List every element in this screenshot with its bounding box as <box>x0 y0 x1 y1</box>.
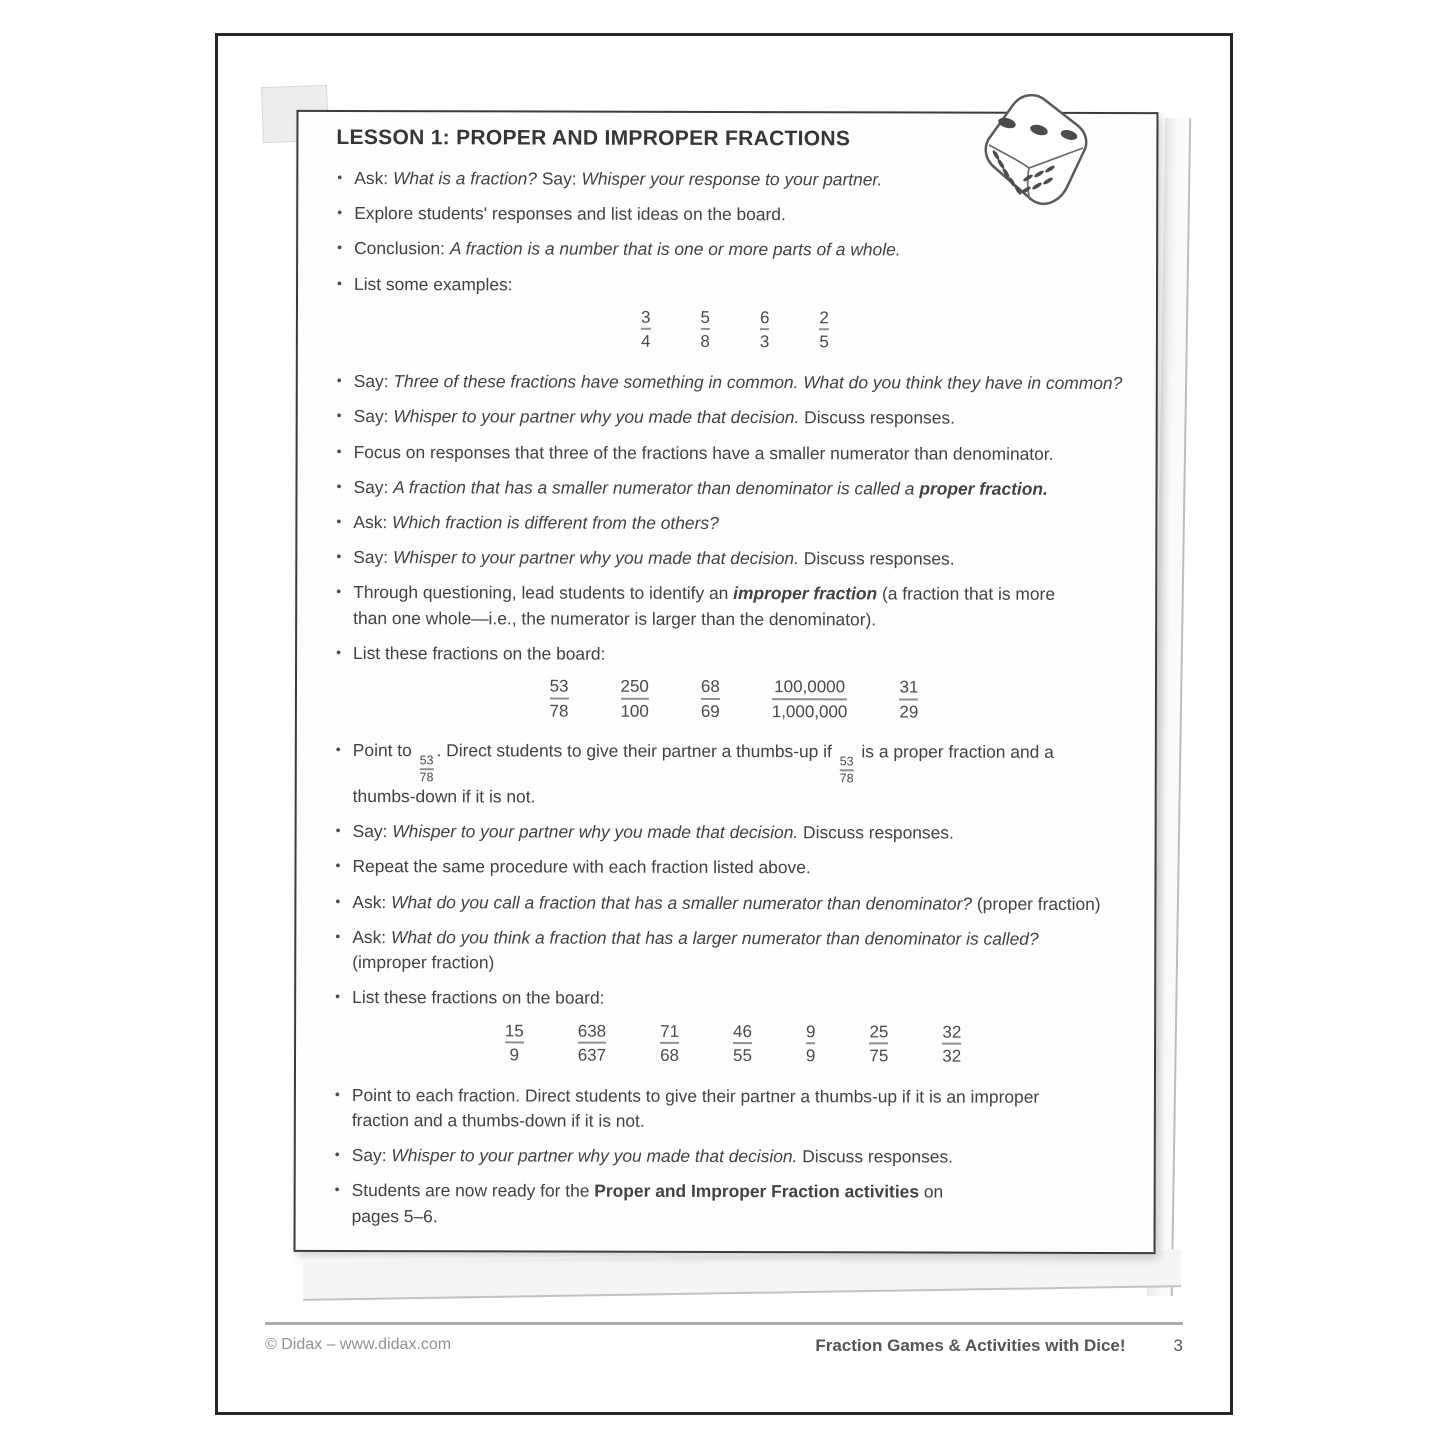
fraction-denominator: 1,000,000 <box>771 701 848 722</box>
bullet-item <box>334 890 1132 917</box>
fraction <box>700 308 710 352</box>
fraction-row <box>334 1021 1132 1067</box>
fraction <box>505 1021 524 1065</box>
footer <box>265 1336 1183 1356</box>
fraction-denominator: 69 <box>700 701 720 721</box>
text-segment: . Direct students to give their partner a thumbs-up if <box>436 740 837 762</box>
footer-copyright: © Didax – www.didax.com <box>265 1336 452 1353</box>
text-segment: Whisper to your partner why you made that decision. <box>392 547 799 569</box>
bullet-item <box>335 475 1133 502</box>
text-segment: Which fraction is different from the others? <box>392 512 719 533</box>
fraction <box>733 1022 752 1066</box>
fraction-denominator: 32 <box>942 1046 962 1066</box>
bullet-item <box>335 819 1133 846</box>
bullet-item <box>336 369 1134 396</box>
fraction-denominator: 9 <box>805 1046 816 1066</box>
text-segment: List these fractions on the board: <box>352 987 605 1009</box>
fraction-numerator: 68 <box>700 677 720 697</box>
text-segment: improper fraction <box>733 583 878 604</box>
bullet-item <box>335 580 1133 633</box>
footer-page-number: 3 <box>1173 1336 1183 1355</box>
bullet-item <box>334 1178 1132 1231</box>
fraction-bar <box>505 1042 524 1044</box>
text-segment: List these fractions on the board: <box>353 642 606 664</box>
fraction-numerator: 100,0000 <box>774 677 846 697</box>
fraction-numerator: 46 <box>733 1021 753 1041</box>
text-segment: pages 5–6. <box>351 1205 438 1226</box>
bullet-item <box>336 236 1134 263</box>
text-segment: Proper and Improper Fraction activities <box>594 1181 920 1202</box>
fraction-numerator: 53 <box>839 754 854 769</box>
text-segment: (a fraction that is more <box>877 583 1056 605</box>
text-segment: Repeat the same procedure with each fraction listed above. <box>352 856 811 878</box>
text-segment: Whisper to your partner why you made that decision. <box>393 406 800 428</box>
text-segment: Whisper your response to your partner. <box>581 168 883 190</box>
fraction-denominator: 78 <box>419 770 434 785</box>
text-segment: thumbs-down if it is not. <box>352 786 536 807</box>
fraction-denominator: 100 <box>620 701 649 721</box>
fraction-bar <box>550 697 569 699</box>
fraction-row <box>336 307 1134 353</box>
fraction-bar <box>733 1042 752 1044</box>
text-segment: Whisper to your partner why you made that decision. <box>392 821 799 843</box>
fraction-denominator: 29 <box>899 702 919 722</box>
fraction-bar <box>942 1043 961 1045</box>
fraction-denominator: 4 <box>640 332 651 352</box>
fraction-numerator: 15 <box>504 1021 524 1041</box>
footer-book-title: Fraction Games & Activities with Dice! <box>815 1336 1126 1355</box>
text-segment: Say: <box>352 821 393 842</box>
bullet-item <box>336 439 1134 466</box>
text-segment: Whisper to your partner why you made that decision. <box>391 1145 798 1167</box>
fraction-denominator: 68 <box>660 1046 680 1066</box>
fraction-numerator: 31 <box>899 677 919 697</box>
fraction <box>760 308 770 352</box>
text-segment: Discuss responses. <box>798 548 955 569</box>
fraction-denominator: 55 <box>732 1046 752 1066</box>
text-segment: Say: <box>353 547 393 568</box>
page-title: LESSON 1: PROPER AND IMPROPER FRACTIONS <box>336 125 851 151</box>
text-segment: Say: <box>536 168 582 189</box>
text-segment: Ask: <box>353 511 393 533</box>
footer-right-group <box>815 1336 1183 1356</box>
fraction-bar <box>760 329 769 331</box>
text-segment: proper fraction. <box>919 478 1048 499</box>
text-segment: Say: <box>353 371 394 392</box>
fraction <box>819 308 829 352</box>
fraction-denominator: 9 <box>509 1045 520 1065</box>
bullet-item <box>335 545 1133 572</box>
bullet-item <box>336 404 1134 431</box>
fraction-numerator: 71 <box>660 1021 680 1041</box>
fraction-numerator: 6 <box>759 308 770 328</box>
bullet-item <box>334 985 1132 1012</box>
fraction <box>772 677 848 721</box>
fraction-denominator: 5 <box>819 332 829 352</box>
fraction-inline <box>840 756 854 786</box>
fraction-bar <box>772 698 848 700</box>
fraction <box>701 677 720 721</box>
text-segment: List some examples: <box>354 273 513 295</box>
text-segment: A fraction is a number that is one or more parts of a whole. <box>449 238 901 260</box>
fraction-numerator: 53 <box>419 753 434 768</box>
fraction-denominator: 78 <box>839 771 854 786</box>
text-segment: Explore students' responses and list ideas on the board. <box>354 203 786 225</box>
fraction-numerator: 2 <box>819 308 829 328</box>
back-page-bottom-edge <box>303 1249 1181 1301</box>
fraction-numerator: 3 <box>640 307 651 327</box>
fraction-inline <box>420 754 434 784</box>
bullet-item <box>334 925 1132 978</box>
text-segment: Ask: <box>354 168 394 189</box>
text-segment: What do you think a fraction that has a larger numerator than denominator is called? <box>390 927 1039 949</box>
fraction-denominator: 78 <box>549 701 569 721</box>
fraction <box>578 1021 606 1065</box>
text-segment: (improper fraction) <box>352 952 495 973</box>
text-segment: Three of these fractions have something in common. What do you think they have in common? <box>393 371 1123 394</box>
bullet-item <box>336 272 1134 299</box>
fraction-numerator: 53 <box>549 676 569 696</box>
text-segment: What is a fraction? <box>392 168 538 189</box>
fraction-bar <box>641 328 650 330</box>
text-segment: Say: <box>353 406 394 427</box>
text-segment: A fraction that has a smaller numerator than denominator is called a <box>393 476 920 499</box>
fraction-denominator: 3 <box>759 332 770 352</box>
fraction-denominator: 75 <box>869 1046 889 1066</box>
text-segment: Ask: <box>352 926 392 948</box>
fraction-numerator: 32 <box>942 1022 962 1042</box>
fraction-bar <box>869 1043 888 1045</box>
fraction <box>899 678 918 722</box>
fraction-numerator: 5 <box>700 307 710 327</box>
fraction-bar <box>700 328 709 330</box>
text-segment: on <box>919 1181 944 1202</box>
text-segment: is a proper fraction and a <box>856 741 1054 763</box>
fraction-numerator: 9 <box>805 1021 816 1041</box>
text-segment: (proper fraction) <box>972 893 1101 914</box>
fraction-row <box>335 676 1133 722</box>
fraction <box>660 1021 679 1065</box>
bullet-item <box>335 738 1133 811</box>
text-segment: Focus on responses that three of the fractions have a smaller numerator than denominator. <box>353 441 1054 464</box>
bullet-item <box>335 510 1133 537</box>
text-segment: Discuss responses. <box>798 822 954 843</box>
fraction <box>869 1022 888 1066</box>
text-segment: Point to each fraction. Direct students to give their partner a thumbs-up if it is an improper <box>351 1084 1040 1107</box>
fraction <box>641 308 651 352</box>
text-segment: Point to <box>352 740 417 761</box>
fraction-bar <box>806 1042 815 1044</box>
fraction <box>942 1022 961 1066</box>
fraction <box>620 677 648 721</box>
fraction-bar <box>660 1042 679 1044</box>
text-segment: Ask: <box>352 891 392 912</box>
text-segment: Discuss responses. <box>799 407 955 428</box>
fraction-denominator: 8 <box>700 332 710 352</box>
text-segment: Say: <box>353 476 394 497</box>
text-segment: Students are now ready for the <box>351 1180 595 1202</box>
fraction-numerator: 250 <box>620 676 649 696</box>
fraction-bar <box>620 697 648 699</box>
text-segment: Discuss responses. <box>797 1146 954 1167</box>
fraction-denominator: 637 <box>577 1045 607 1065</box>
bullet-item <box>334 854 1132 881</box>
footer-divider <box>265 1322 1183 1325</box>
fraction-bar <box>819 329 828 331</box>
text-segment: Through questioning, lead students to identify an <box>353 582 734 604</box>
fraction-bar <box>899 698 918 700</box>
bullet-item <box>334 1143 1132 1170</box>
text-segment: than one whole—i.e., the numerator is larger than the denominator). <box>353 607 877 630</box>
text-segment: What do you call a fraction that has a smaller numerator than denominator? <box>391 891 973 914</box>
lesson-blocks <box>334 166 1135 1231</box>
text-segment: Say: <box>351 1145 392 1166</box>
fraction-numerator: 638 <box>577 1021 607 1041</box>
bullet-item <box>335 641 1133 668</box>
text-segment: fraction and a thumbs-down if it is not. <box>351 1109 645 1131</box>
product-photo-frame <box>215 33 1233 1415</box>
fraction-numerator: 25 <box>869 1022 889 1042</box>
fraction-bar <box>701 698 720 700</box>
die-icon <box>976 89 1096 215</box>
fraction <box>550 677 569 721</box>
fraction <box>806 1022 816 1066</box>
bullet-item <box>334 1083 1132 1136</box>
text-segment: Conclusion: <box>354 238 450 259</box>
fraction-bar <box>578 1042 606 1044</box>
lesson-page <box>294 110 1159 1254</box>
